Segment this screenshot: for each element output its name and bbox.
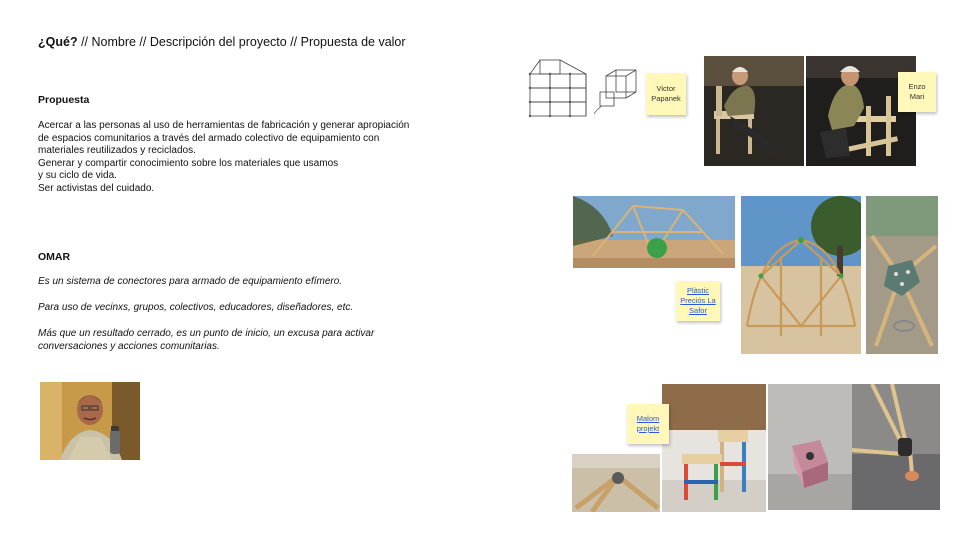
propuesta-title: Propuesta bbox=[38, 94, 90, 106]
note-link[interactable]: projekt bbox=[636, 424, 660, 433]
omar-p2: Para uso de vecinxs, grupos, colectivos, educadores, diseñadores, etc. bbox=[38, 302, 354, 313]
note-malom-projekt bbox=[627, 404, 669, 444]
stool-photo bbox=[662, 384, 766, 512]
propuesta-body bbox=[38, 120, 478, 196]
connector-photo-1 bbox=[866, 196, 938, 354]
header-bold: ¿Qué? bbox=[38, 35, 78, 49]
header-rest: // Nombre // Descripción del proyecto // Propuesta de valor bbox=[81, 35, 406, 49]
dome-photo-1 bbox=[573, 196, 735, 268]
note-link[interactable]: Plàstic bbox=[686, 286, 710, 295]
note-enzo-mari bbox=[898, 72, 936, 112]
note-text: Papanek bbox=[651, 94, 681, 103]
propuesta-line: de espacios comunitarios a través del armado colectivo de equipamiento con bbox=[38, 132, 380, 144]
note-text: Mari bbox=[909, 92, 925, 101]
omar-p3-line: Más que un resultado cerrado, es un punto de inicio, un excusa para activar bbox=[38, 328, 375, 339]
propuesta-line: Acercar a las personas al uso de herramientas de fabricación y generar apropiación bbox=[38, 120, 410, 131]
chair-drawing bbox=[526, 56, 642, 134]
portrait-photo bbox=[40, 382, 140, 460]
note-link[interactable]: Malom bbox=[636, 414, 660, 423]
note-link[interactable]: Preciós La bbox=[680, 296, 716, 305]
pink-connector-photo bbox=[768, 384, 852, 510]
page-header bbox=[38, 35, 406, 49]
dome-photo-2 bbox=[741, 196, 861, 354]
omar-p3 bbox=[38, 328, 478, 353]
joint-photo bbox=[572, 454, 660, 512]
note-text: Enzo bbox=[908, 82, 926, 91]
enzo-mari-photo-1 bbox=[704, 56, 804, 166]
omar-title: OMAR bbox=[38, 251, 71, 263]
propuesta-line: Generar y compartir conocimiento sobre los materiales que usamos bbox=[38, 157, 339, 169]
propuesta-line: y su ciclo de vida. bbox=[38, 170, 117, 182]
omar-p1: Es un sistema de conectores para armado de equipamiento efímero. bbox=[38, 276, 343, 287]
note-text: Victor bbox=[656, 84, 676, 93]
propuesta-line: materiales reutilizados y reciclados. bbox=[38, 145, 196, 157]
note-plastic-precios bbox=[676, 281, 720, 321]
omar-p3-line: conversaciones y acciones comunitarias. bbox=[38, 340, 220, 352]
propuesta-line: Ser activistas del cuidado. bbox=[38, 182, 155, 194]
note-link[interactable]: Safor bbox=[689, 306, 707, 315]
note-victor-papanek bbox=[646, 73, 686, 115]
connector-photo-2 bbox=[852, 384, 940, 510]
